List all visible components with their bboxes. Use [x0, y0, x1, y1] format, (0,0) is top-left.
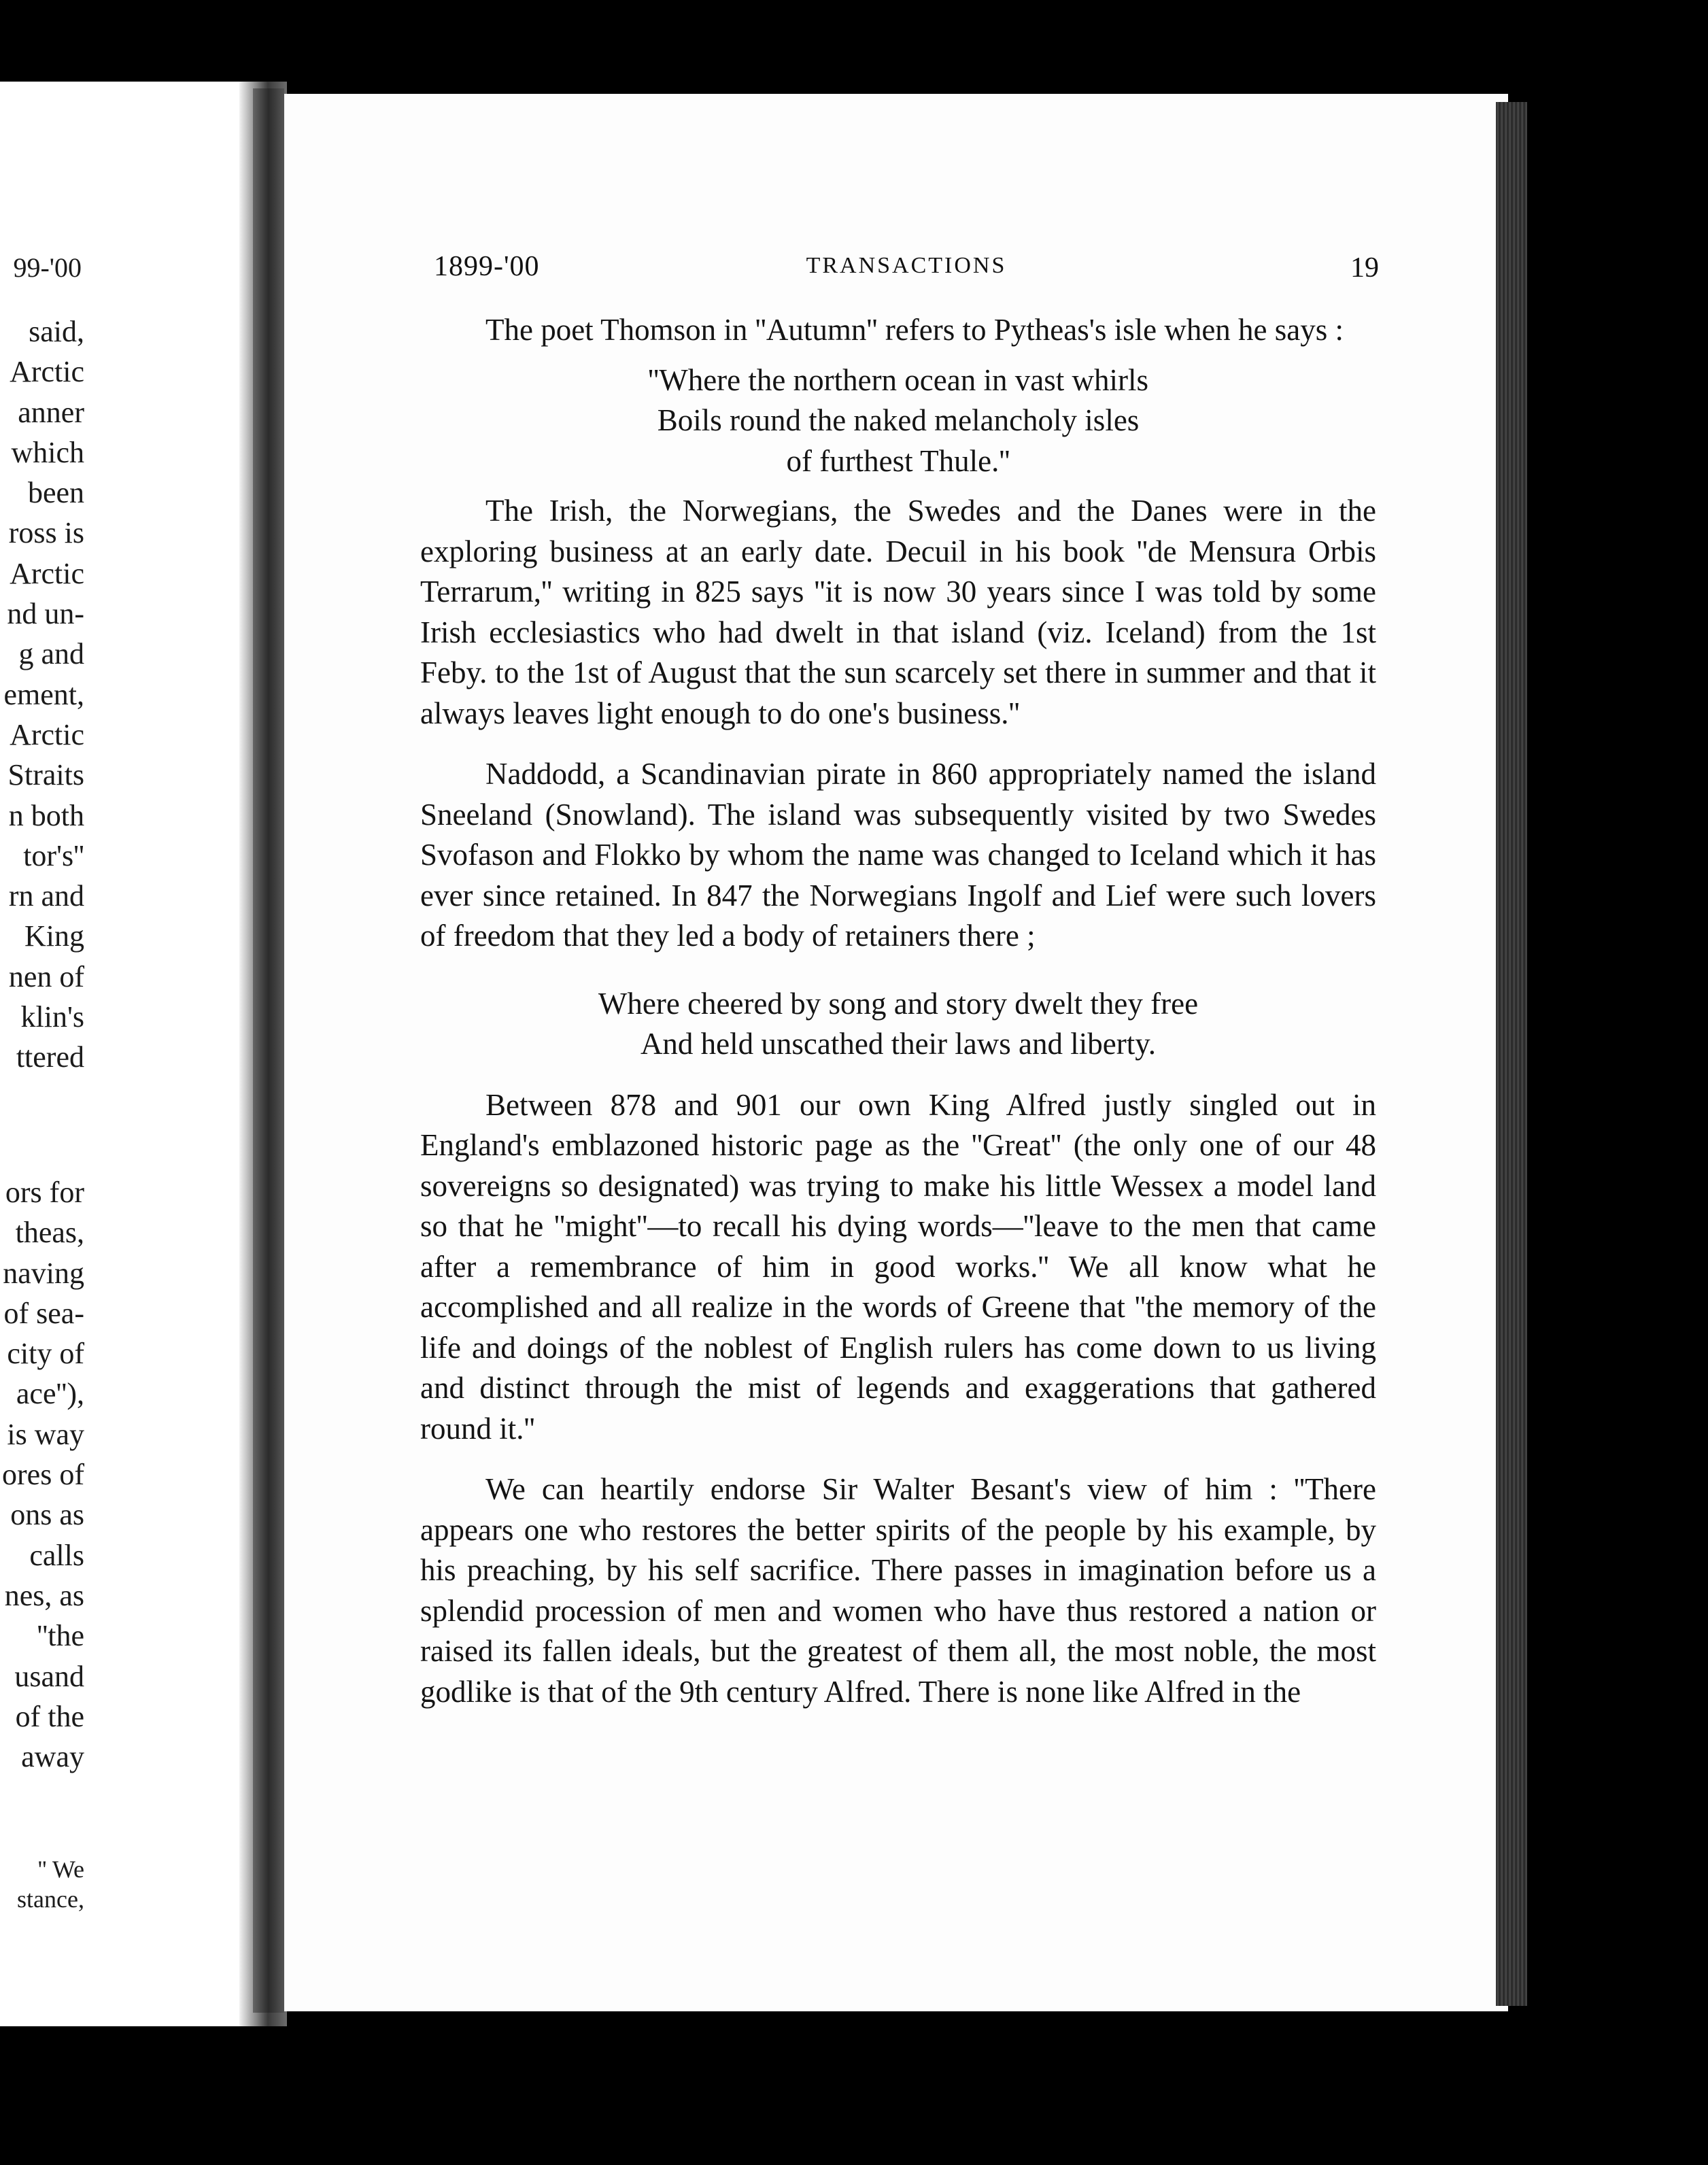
verse-line: Boils round the naked melancholy isles: [657, 403, 1140, 437]
left-line: nes, as: [4, 1578, 84, 1612]
paragraph: The poet Thomson in ''Autumn'' refers to Pytheas's isle when he says :: [485, 313, 1344, 347]
right-page: [284, 94, 1508, 2011]
left-line: anner: [18, 395, 84, 429]
left-line: naving: [3, 1256, 84, 1290]
left-footnote-block: [0, 1854, 84, 1914]
left-text-block-1: [0, 311, 84, 1078]
running-head: [434, 250, 1379, 291]
left-running-head: 99-'00: [13, 252, 82, 283]
left-line: rn and: [8, 879, 84, 913]
left-line: been: [27, 476, 84, 510]
verse-line: And held unscathed their laws and liberty.: [640, 1027, 1157, 1061]
left-line: g and: [18, 637, 84, 671]
page-body: [420, 310, 1376, 1712]
left-line: ''the: [37, 1619, 84, 1653]
verse-quote: [420, 984, 1376, 1065]
left-line: Arctic: [10, 355, 84, 389]
left-text-block-2: [0, 1172, 84, 1777]
left-line: King: [24, 919, 84, 953]
left-line: nd un-: [7, 597, 84, 631]
left-line: Arctic: [10, 556, 84, 590]
gutter-shadow: [253, 88, 284, 2013]
left-line: usand: [14, 1659, 84, 1693]
left-line: ons as: [10, 1498, 84, 1532]
paragraph: We can heartily endorse Sir Walter Besant's view of him : ''There appears one who restores the better spirits of the people by his example, by his preaching, by his self sacrifice. There passes in imagination before us a splendid procession of men and women who have thus restored a nation or raised its fallen ideals, but the greatest of them all, the most noble, the most godlike is that of the 9th century Alfred. There is none like Alfred in the: [420, 1472, 1376, 1709]
left-line: theas,: [15, 1216, 84, 1250]
left-line: Straits: [7, 758, 84, 792]
left-line: stance,: [17, 1886, 84, 1913]
verse-line: Where cheered by song and story dwelt they free: [598, 986, 1199, 1021]
left-line: is way: [7, 1417, 84, 1451]
page-number: 19: [1350, 252, 1379, 284]
left-line: '' We: [37, 1856, 84, 1883]
left-page: [0, 82, 253, 2026]
left-line: calls: [29, 1538, 84, 1572]
paragraph: Between 878 and 901 our own King Alfred justly singled out in England's emblazoned historic page as the ''Great'' (the only one of our 48 sovereigns so designated) was trying to make his little Wessex a model land so that he ''might''—to recall his dying words—''leave to the men that came after a remembrance of him in good works.'' We all know what he accomplished and all realize in the words of Greene that ''the memory of the life and doings of the noblest of English rulers has come down to us living and distinct through the mist of legends and exaggerations that gathered round it.'': [420, 1087, 1376, 1446]
left-line: klin's: [20, 1000, 84, 1034]
paragraph: The Irish, the Norwegians, the Swedes and the Danes were in the exploring business at an early date. Decuil in his book ''de Mensura Orbis Terrarum,'' writing in 825 says ''it is now 30 years since I was told by some Irish ecclesiastics who had dwelt in that island (viz. Iceland) from the 1st Feby. to the 1st of August that the sun scarcely set there in summer and that it always leaves light enough to do one's business.'': [420, 494, 1376, 730]
verse-line: ''Where the northern ocean in vast whirls: [648, 362, 1148, 397]
left-line: nen of: [8, 959, 84, 993]
left-line: away: [21, 1740, 84, 1774]
page-edge-stack: [1496, 102, 1527, 2006]
running-head-year: 1899-'00: [434, 251, 540, 282]
left-line: which: [11, 435, 84, 469]
left-line: ores of: [2, 1458, 84, 1492]
left-line: ement,: [3, 677, 84, 711]
paragraph: Naddodd, a Scandinavian pirate in 860 appropriately named the island Sneeland (Snowland). The island was subsequently visited by two Swedes Svofason and Flokko by whom the name was changed to Iceland which it has ever since retained. In 847 the Norwegians Ingolf and Lief were such lovers of freedom that they led a body of retainers there ;: [420, 757, 1376, 953]
running-head-title: TRANSACTIONS: [806, 253, 1007, 278]
left-line: Arctic: [10, 717, 84, 751]
left-line: ross is: [8, 516, 84, 550]
left-line: of sea-: [3, 1296, 84, 1330]
left-line: ace''),: [16, 1377, 84, 1411]
verse-line: of furthest Thule.'': [786, 443, 1010, 478]
left-line: n both: [8, 798, 84, 832]
left-line: tor's'': [23, 838, 84, 872]
left-line: ttered: [16, 1040, 84, 1074]
verse-quote: [420, 360, 1376, 482]
left-line: ors for: [5, 1176, 84, 1209]
left-line: said,: [29, 315, 84, 348]
left-line: of the: [15, 1699, 84, 1733]
left-line: city of: [7, 1337, 84, 1371]
